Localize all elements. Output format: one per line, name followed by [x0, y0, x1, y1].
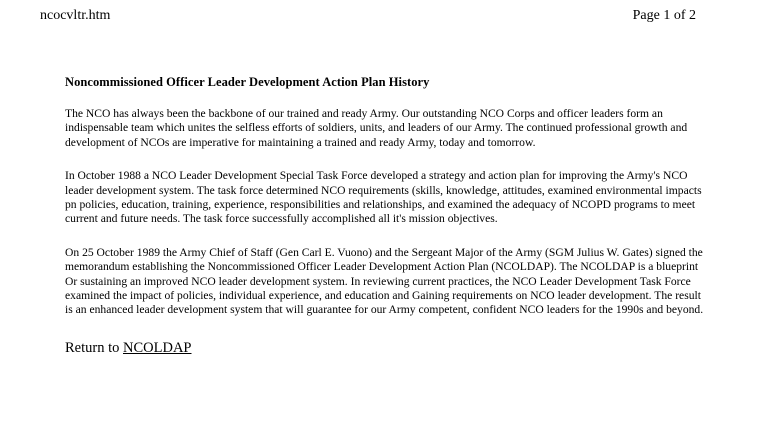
page-header	[40, 8, 696, 28]
ncoldap-link[interactable]: NCOLDAP	[123, 339, 192, 356]
return-line	[65, 340, 705, 357]
document-body	[65, 75, 705, 357]
header-filename: ncocvltr.htm	[40, 8, 111, 23]
paragraph-1: The NCO has always been the backbone of our trained and ready Army. Our outstanding NCO Corps and officer leaders form an indispensable team which unites the selfless efforts of soldiers, units, and leaders of our Army. The continued professional growth and development of NCOs are imperative for maintaining a trained and ready Army, today and tomorrow.	[65, 107, 688, 149]
header-page-number: Page 1 of 2	[632, 8, 696, 23]
paragraph-3: On 25 October 1989 the Army Chief of Staff (Gen Carl E. Vuono) and the Sergeant Major of the Army (SGM Julius W. Gates) signed the memorandum establishing the Noncommissioned Officer Leader Development Action Plan (NCOLDAP). The NCOLDAP is a blueprint Or sustaining an improved NCO leader development system. In reviewing current practices, the NCO Leader Development Task Force examined the impact of policies, individual experience, and education and Gaining requirements on NCO leader development. The result is an enhanced leader development system that will guarantee for our Army competent, confident NCO leaders for the 1990s and beyond.	[65, 245, 704, 317]
document-title: Noncommissioned Officer Leader Development Action Plan History	[65, 75, 430, 89]
return-prefix: Return to	[65, 339, 123, 356]
paragraph-2: In October 1988 a NCO Leader Development Special Task Force developed a strategy and action plan for improving the Army's NCO leader development system. The task force determined NCO requirements (skills, knowledge, attitudes, examined environmental impacts pn policies, education, training, experience, responsibilities and relationships, and examined the adequacy of NCOPD programs to meet current and future needs. The task force successfully accomplished all it's mission objectives.	[65, 169, 702, 226]
